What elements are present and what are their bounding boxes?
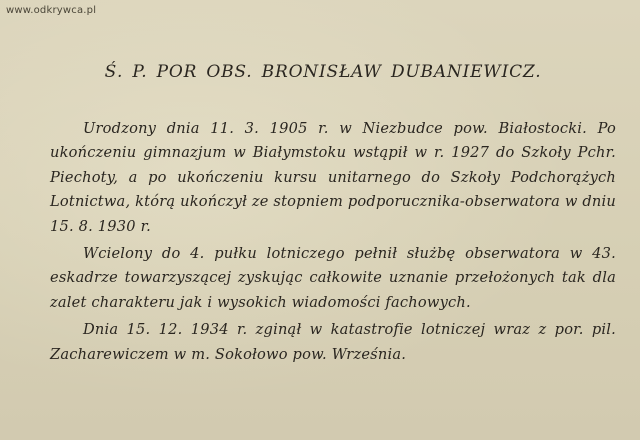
paragraph-service: Wcielony do 4. pułku lotniczego pełnił służbę obserwatora w 43. eskadrze towarzyszącej zyskując całkowite uznanie przełożonych tak dla zalet charakteru jak i wysokich wiadomości fachowych. bbox=[50, 245, 616, 311]
watermark-url: www.odkrywca.pl bbox=[6, 5, 97, 16]
page-title: Ś. P. POR OBS. BRONISŁAW DUBANIEWICZ. bbox=[104, 62, 542, 82]
obituary-body bbox=[50, 117, 616, 367]
paragraph-death: Dnia 15. 12. 1934 r. zginął w katastrofie lotniczej wraz z por. pil. Zacharewiczem w m. Sokołowo pow. Września. bbox=[50, 321, 616, 363]
paragraph-biography: Urodzony dnia 11. 3. 1905 r. w Niezbudce pow. Białostocki. Po ukończeniu gimnazjum w Białymstoku wstąpił w r. 1927 do Szkoły Pchr. Piechoty, a po ukończeniu kursu unitarnego do Szkoły Podchorążych Lotnictwa, którą ukończył ze stopniem podporucznika-obserwatora w dniu 15. 8. 1930 r. bbox=[50, 120, 616, 235]
